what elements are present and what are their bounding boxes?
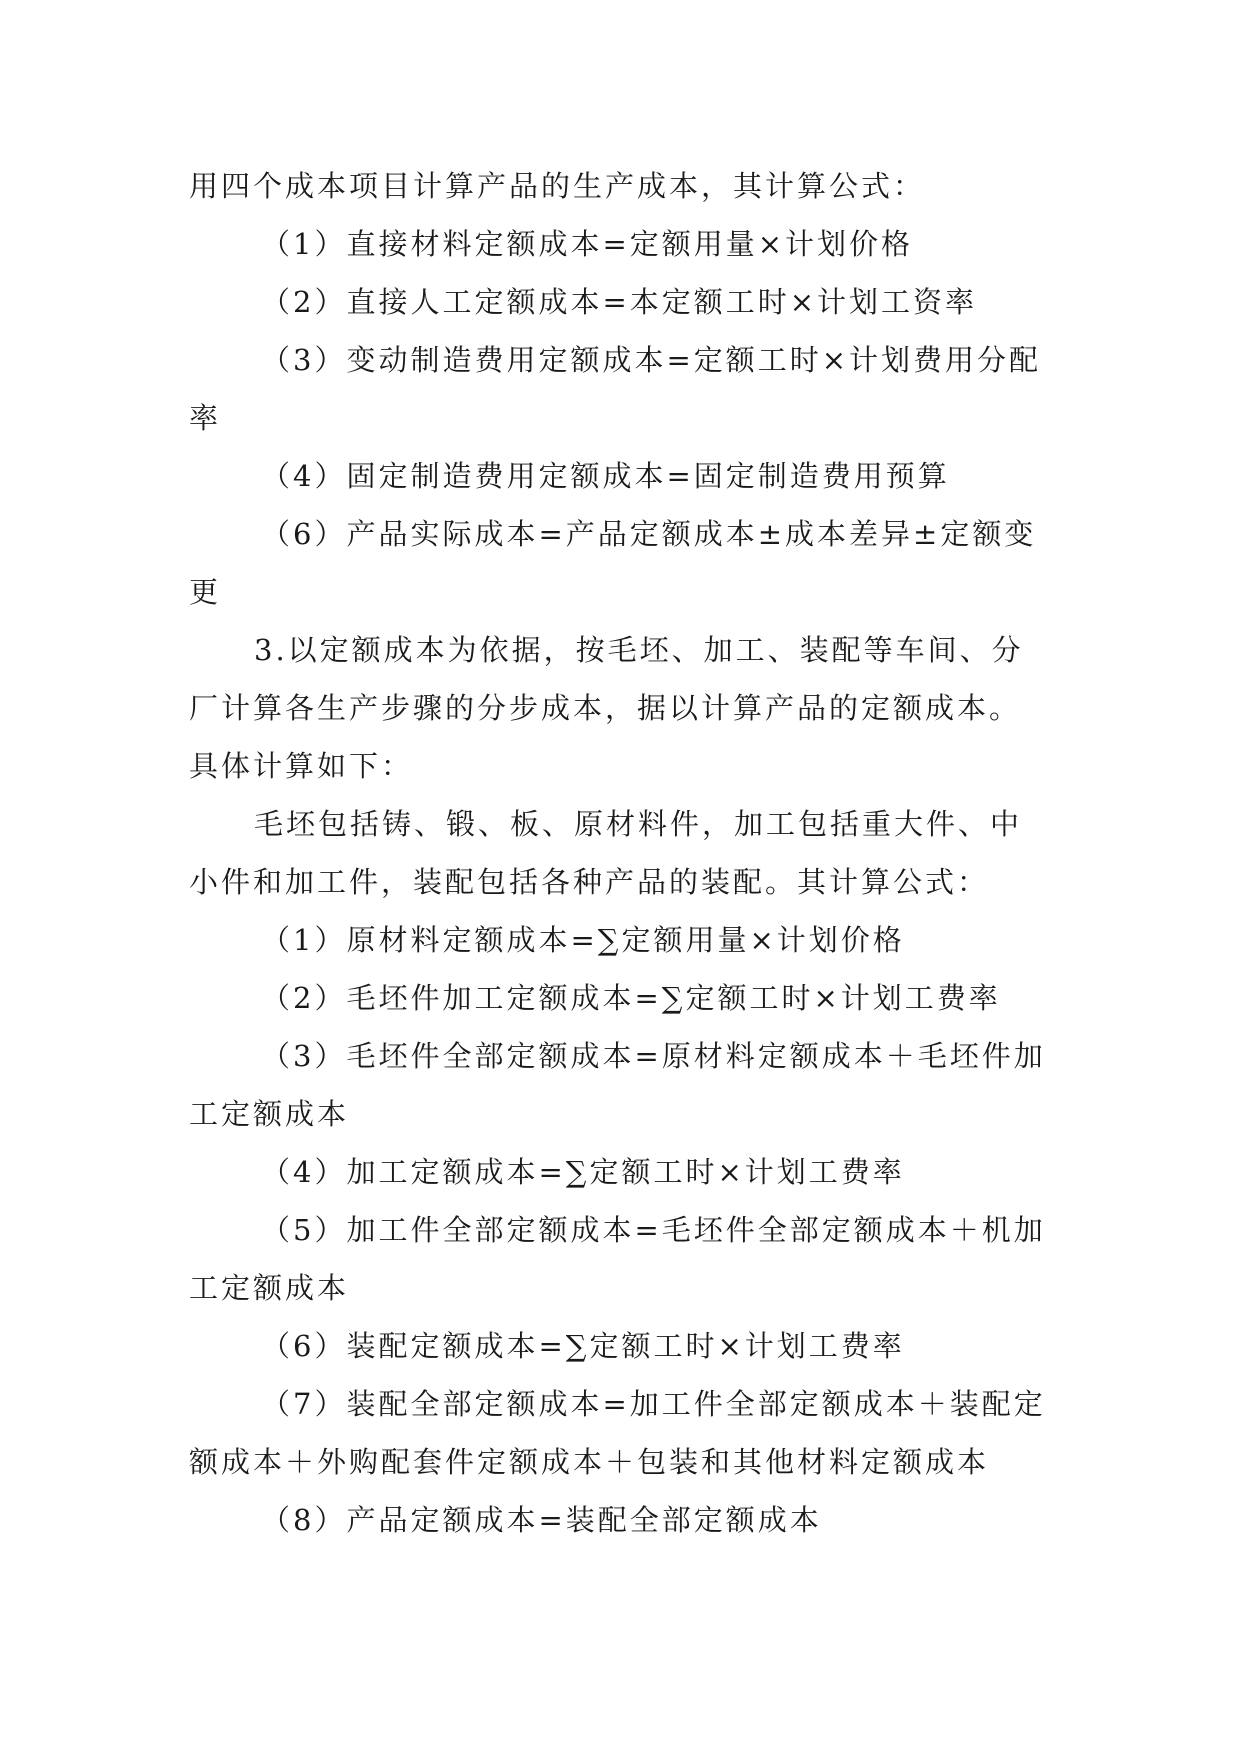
formula-line: （4）加工定额成本=∑定额工时×计划工费率 (261, 1155, 905, 1189)
formula-line: （6）产品实际成本=产品定额成本±成本差异±定额变 (261, 517, 1037, 551)
formula-line: （3）变动制造费用定额成本=定额工时×计划费用分配 (261, 343, 1042, 377)
text-line: 小件和加工件，装配包括各种产品的装配。其计算公式： (189, 865, 990, 899)
formula-line: （6）装配定额成本=∑定额工时×计划工费率 (261, 1329, 905, 1363)
text-line: 具体计算如下： (189, 749, 414, 783)
formula-line: （1）原材料定额成本=∑定额用量×计划价格 (261, 923, 905, 957)
text-line: 厂计算各生产步骤的分步成本，据以计算产品的定额成本。 (189, 691, 1022, 725)
text-line: 用四个成本项目计算产品的生产成本，其计算公式： (189, 169, 926, 203)
formula-line: （4）固定制造费用定额成本=固定制造费用预算 (261, 459, 950, 493)
formula-line: （2）毛坯件加工定额成本=∑定额工时×计划工费率 (261, 981, 1001, 1015)
paragraph-line: 毛坯包括铸、锻、板、原材料件，加工包括重大件、中 (254, 807, 1023, 841)
text-line: 工定额成本 (189, 1097, 350, 1131)
formula-line: （3）毛坯件全部定额成本=原材料定额成本＋毛坯件加 (261, 1039, 1046, 1073)
text-line: 更 (189, 575, 222, 609)
text-line: 额成本＋外购配套件定额成本＋包装和其他材料定额成本 (189, 1445, 990, 1479)
document-body (189, 157, 1059, 1549)
formula-line: （5）加工件全部定额成本=毛坯件全部定额成本＋机加 (261, 1213, 1046, 1247)
text-line: 率 (189, 401, 222, 435)
formula-line: （2）直接人工定额成本=本定额工时×计划工资率 (261, 285, 978, 319)
formula-line: （8）产品定额成本=装配全部定额成本 (261, 1503, 822, 1537)
formula-line: （7）装配全部定额成本=加工件全部定额成本＋装配定 (261, 1387, 1046, 1421)
paragraph-line: 3.以定额成本为依据，按毛坯、加工、装配等车间、分 (254, 633, 1024, 667)
text-line: 工定额成本 (189, 1271, 350, 1305)
formula-line: （1）直接材料定额成本=定额用量×计划价格 (261, 227, 914, 261)
